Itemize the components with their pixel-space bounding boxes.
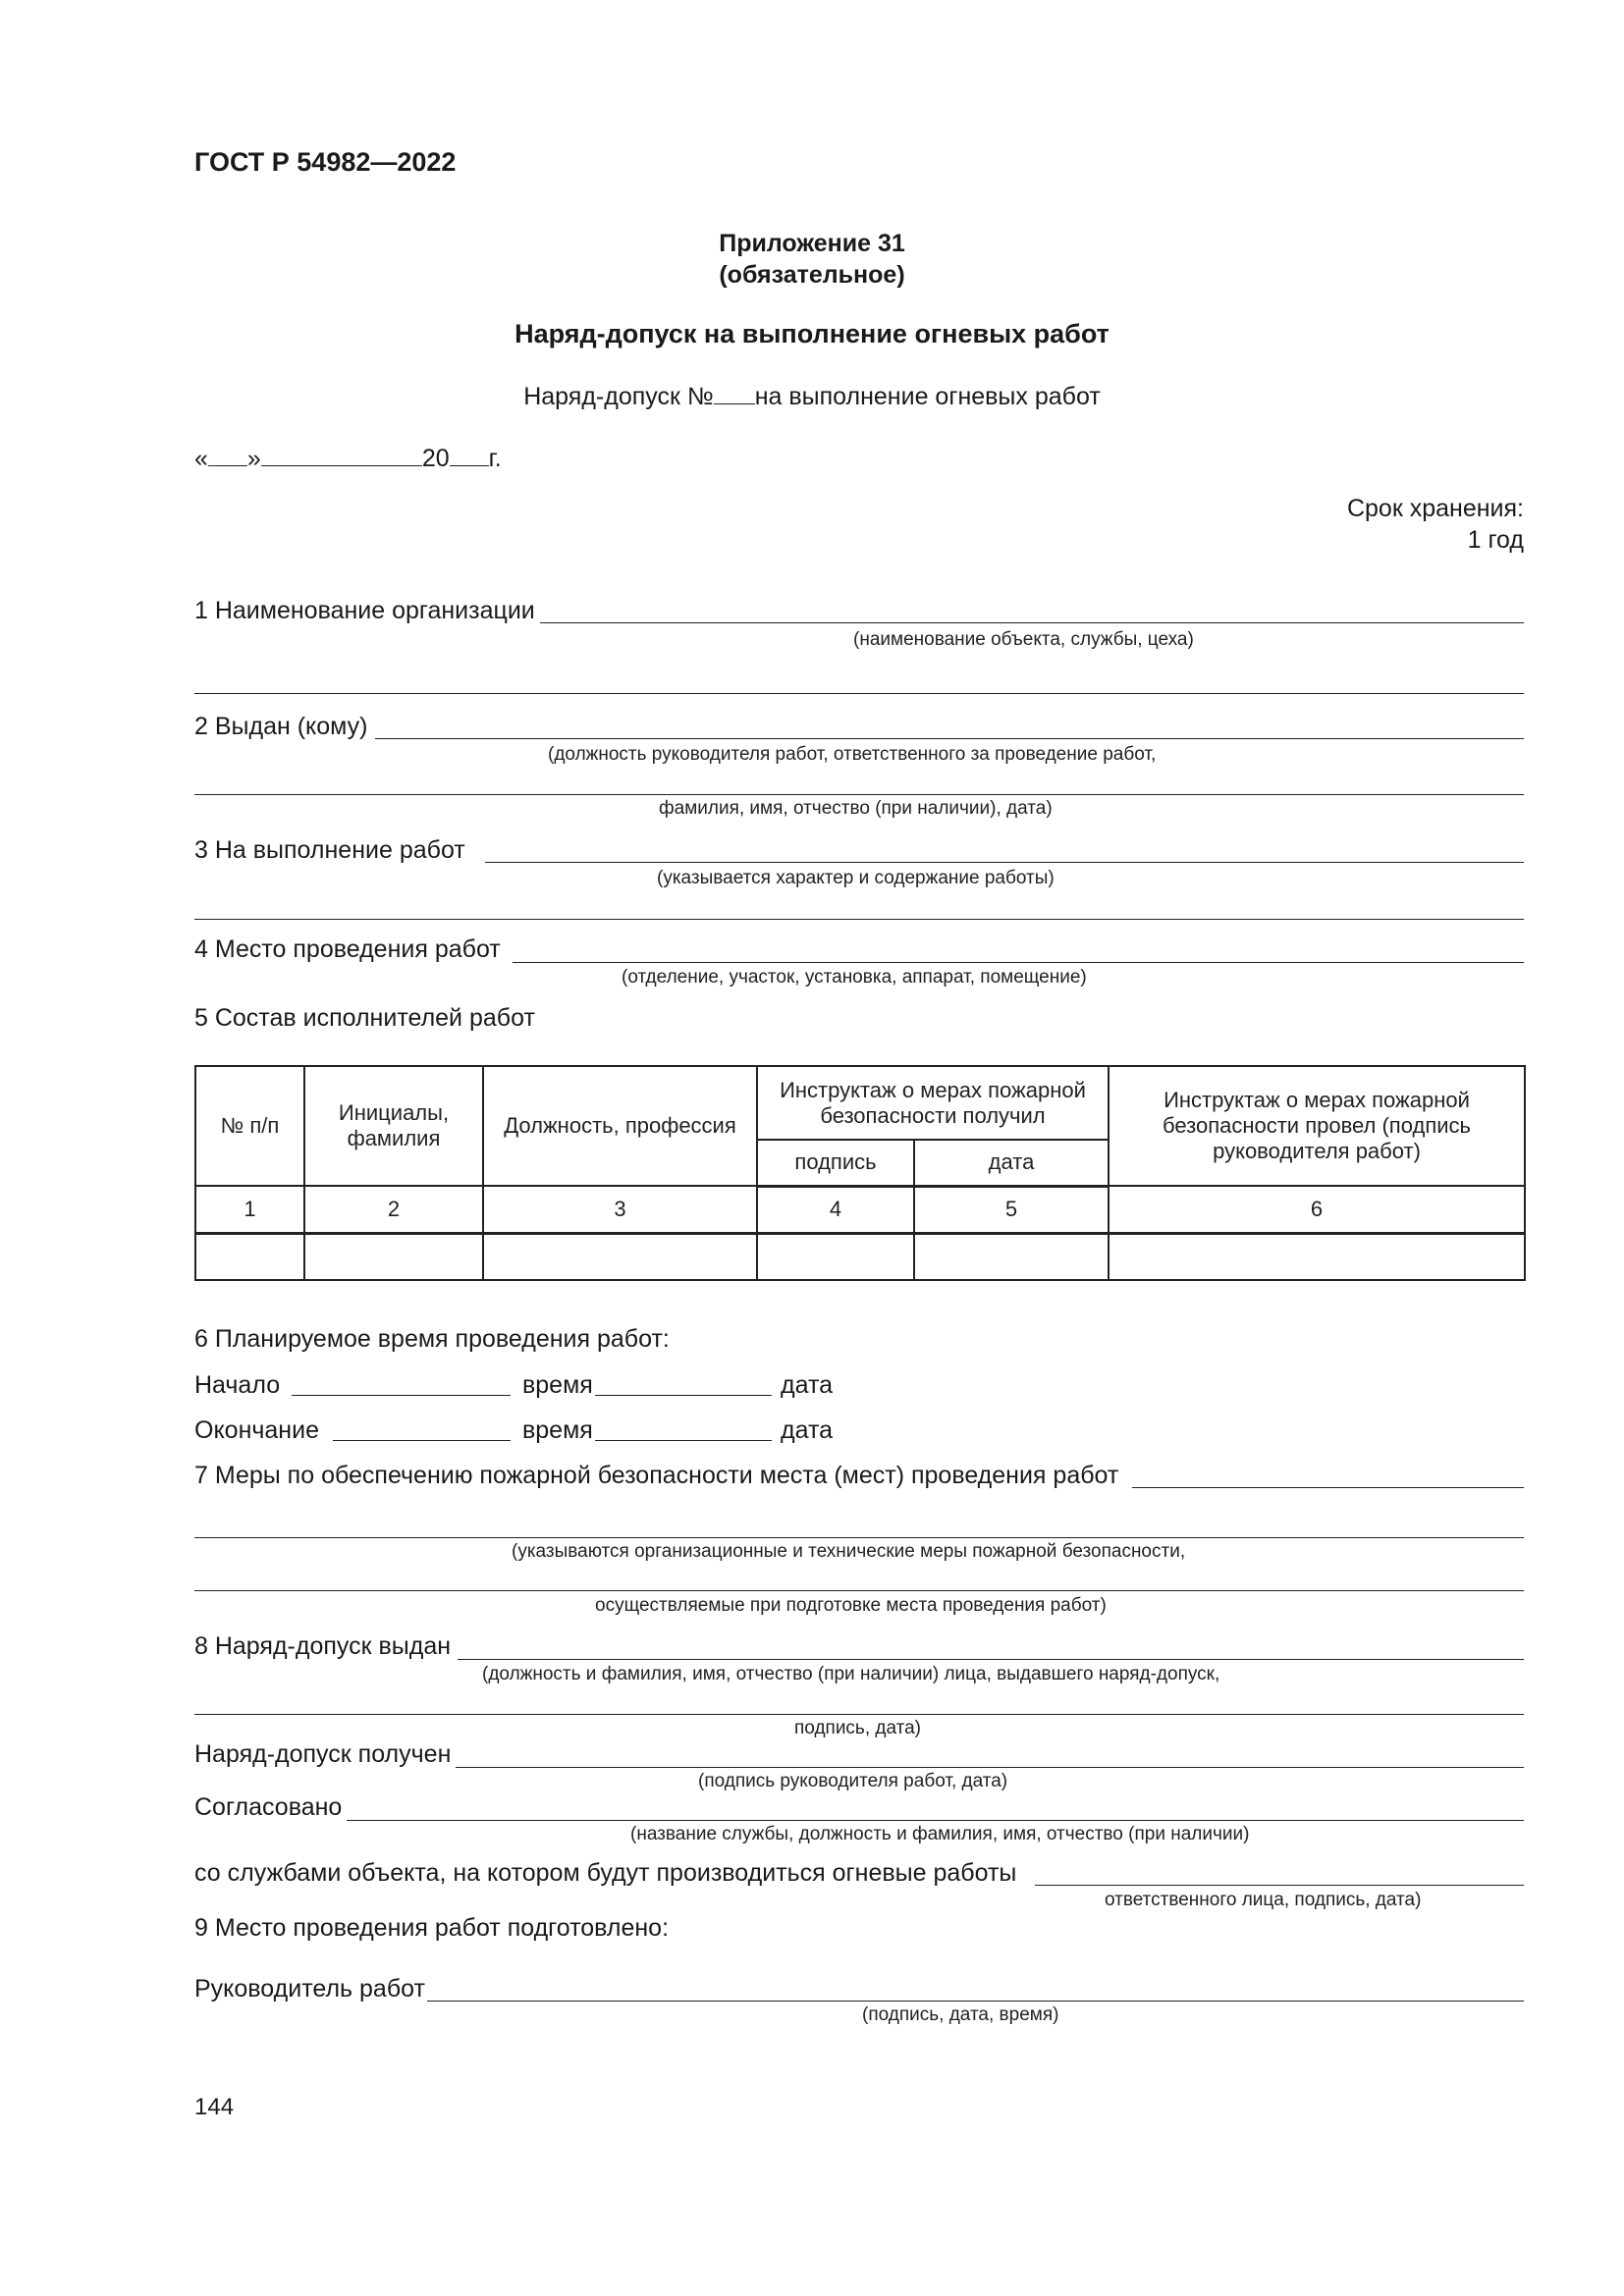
- manager-label: Руководитель работ: [194, 1975, 425, 2002]
- section6-label: 6 Планируемое время проведения работ:: [194, 1325, 670, 1353]
- section3-label: 3 На выполнение работ: [194, 836, 465, 864]
- year-suffix: г.: [488, 445, 502, 472]
- section5-label: 5 Состав исполнителей работ: [194, 1004, 535, 1032]
- date-open-quote: «: [194, 445, 208, 472]
- work-description-field-line2[interactable]: [194, 919, 1524, 920]
- start-date-label: дата: [781, 1371, 834, 1399]
- organization-field-line2[interactable]: [194, 693, 1524, 694]
- services-caption: ответственного лица, подпись, дата): [1105, 1890, 1422, 1910]
- date-line: [194, 445, 502, 473]
- table-cell[interactable]: [1109, 1233, 1525, 1280]
- col-header-date: дата: [914, 1140, 1109, 1186]
- section3-caption: (указывается характер и содержание работы): [657, 868, 1055, 888]
- day-field[interactable]: [208, 446, 247, 466]
- workers-table: [194, 1065, 1526, 1281]
- end-date-field[interactable]: [595, 1440, 772, 1441]
- annex-number: Приложение 31: [719, 230, 905, 257]
- fire-safety-measures-field[interactable]: [1132, 1487, 1524, 1488]
- storage-label: Срок хранения:: [1346, 495, 1524, 522]
- services-field[interactable]: [1035, 1885, 1524, 1886]
- section4-label: 4 Место проведения работ: [194, 935, 501, 963]
- received-label: Наряд-допуск получен: [194, 1740, 452, 1768]
- table-cell[interactable]: [195, 1233, 304, 1280]
- section8-label: 8 Наряд-допуск выдан: [194, 1632, 452, 1660]
- manager-caption: (подпись, дата, время): [862, 2004, 1059, 2025]
- permit-number-line: [0, 383, 1624, 411]
- col-header-briefing-received: Инструктаж о мерах пожарной безопасности получил: [757, 1066, 1109, 1140]
- end-label: Окончание: [194, 1416, 319, 1444]
- table-cell[interactable]: [304, 1233, 483, 1280]
- work-description-field[interactable]: [485, 862, 1524, 863]
- end-date-label: дата: [781, 1416, 834, 1444]
- start-label: Начало: [194, 1371, 281, 1399]
- permit-number-suffix: на выполнение огневых работ: [754, 383, 1101, 410]
- fire-safety-measures-field-line2[interactable]: [194, 1537, 1524, 1538]
- col-header-num: № п/п: [195, 1066, 304, 1186]
- page-number: 144: [194, 2094, 235, 2120]
- work-location-field[interactable]: [513, 962, 1524, 963]
- fire-safety-measures-field-line3[interactable]: [194, 1590, 1524, 1591]
- start-time-field[interactable]: [292, 1395, 511, 1396]
- month-field[interactable]: [261, 446, 422, 466]
- year-prefix: 20: [421, 445, 450, 472]
- column-number: 6: [1109, 1186, 1525, 1233]
- col-header-briefing-conducted: Инструктаж о мерах пожарной безопасности провел (подпись руководителя работ): [1109, 1066, 1525, 1186]
- received-caption: (подпись руководителя работ, дата): [698, 1771, 1008, 1791]
- section1-label: 1 Наименование организации: [194, 597, 535, 624]
- annex-status: (обязательное): [719, 261, 905, 289]
- date-close-quote: »: [246, 445, 261, 472]
- column-number: 2: [304, 1186, 483, 1233]
- section8-caption2: подпись, дата): [794, 1718, 922, 1738]
- permit-number-prefix: Наряд-допуск №: [523, 383, 714, 410]
- col-header-position: Должность, профессия: [483, 1066, 757, 1186]
- column-number: 4: [757, 1186, 914, 1233]
- section4-caption: (отделение, участок, установка, аппарат, помещение): [622, 967, 1087, 988]
- issued-to-field[interactable]: [375, 738, 1524, 739]
- column-number: 3: [483, 1186, 757, 1233]
- section8-caption1: (должность и фамилия, имя, отчество (при наличии) лица, выдавшего наряд-допуск,: [482, 1664, 1220, 1684]
- storage-value: 1 год: [1467, 526, 1524, 554]
- agreed-label: Согласовано: [194, 1793, 343, 1821]
- issued-by-field[interactable]: [458, 1659, 1524, 1660]
- section9-label: 9 Место проведения работ подготовлено:: [194, 1914, 670, 1942]
- storage-period: [1347, 493, 1524, 556]
- section2-caption1: (должность руководителя работ, ответственного за проведение работ,: [548, 744, 1157, 765]
- col-header-signature: подпись: [757, 1140, 914, 1186]
- table-cell[interactable]: [914, 1233, 1109, 1280]
- year-field[interactable]: [450, 446, 489, 466]
- section2-label: 2 Выдан (кому): [194, 713, 368, 740]
- start-time-label: время: [522, 1371, 593, 1399]
- services-label: со службами объекта, на котором будут производиться огневые работы: [194, 1859, 1017, 1887]
- section7-label: 7 Меры по обеспечению пожарной безопасности места (мест) проведения работ: [194, 1462, 1119, 1489]
- agreed-caption: (название службы, должность и фамилия, имя, отчество (при наличии): [630, 1824, 1250, 1844]
- table-cell[interactable]: [483, 1233, 757, 1280]
- end-time-field[interactable]: [333, 1440, 511, 1441]
- start-date-field[interactable]: [595, 1395, 772, 1396]
- standard-code: ГОСТ Р 54982—2022: [194, 147, 457, 177]
- received-field[interactable]: [456, 1767, 1524, 1768]
- end-time-label: время: [522, 1416, 593, 1444]
- table-cell[interactable]: [757, 1233, 914, 1280]
- issued-to-field-line2[interactable]: [194, 794, 1524, 795]
- section7-caption2: осуществляемые при подготовке места проведения работ): [595, 1595, 1107, 1616]
- organization-field[interactable]: [540, 622, 1524, 623]
- section7-caption1: (указываются организационные и технические меры пожарной безопасности,: [512, 1541, 1186, 1562]
- section2-caption2: фамилия, имя, отчество (при наличии), дата): [659, 798, 1053, 819]
- column-number: 1: [195, 1186, 304, 1233]
- section1-caption: (наименование объекта, службы, цеха): [853, 629, 1194, 650]
- manager-field[interactable]: [427, 2001, 1524, 2002]
- document-title: Наряд-допуск на выполнение огневых работ: [514, 319, 1110, 348]
- annex-heading: [0, 228, 1624, 291]
- permit-number-field[interactable]: [714, 384, 755, 404]
- agreed-field[interactable]: [347, 1820, 1524, 1821]
- column-number: 5: [914, 1186, 1109, 1233]
- issued-by-field-line2[interactable]: [194, 1714, 1524, 1715]
- col-header-initials: Инициалы, фамилия: [304, 1066, 483, 1186]
